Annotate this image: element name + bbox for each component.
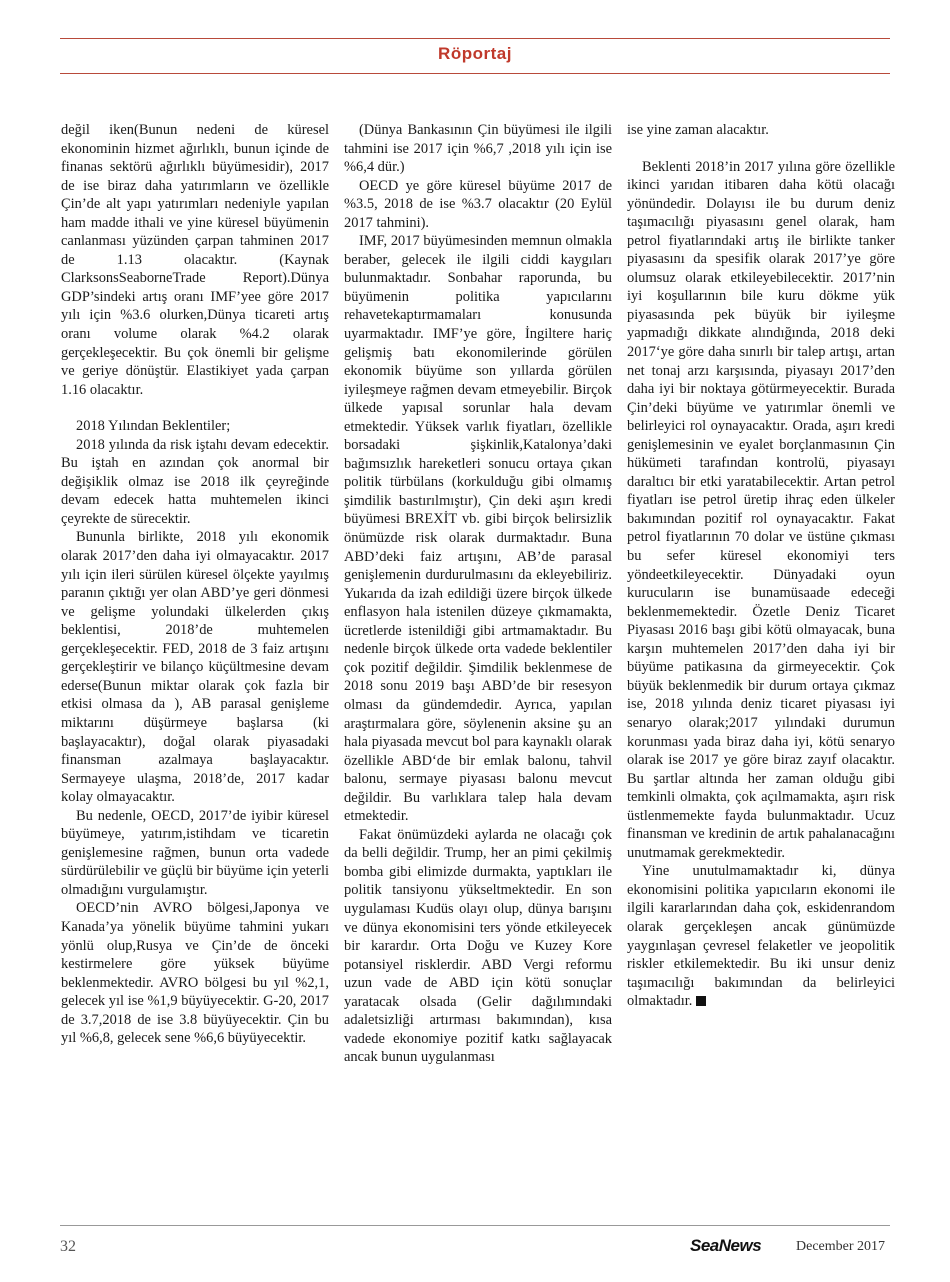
section-title: Röportaj: [438, 44, 512, 63]
paragraph: IMF, 2017 büyümesinden memnun olmakla beraber, gelecek ile ilgili ciddi kaygıları bulunmaktadır. Sonbahar raporunda, bu büyümenin politika yapıcılarını rehavetekaptırmamaları konusunda uyarmaktadır. IMF’ye göre, İngiltere hariç gelişmiş batı ekonomilerinde görülen ekonomik büyüme son yıllarda görülen iyileşmeye rağmen devam etmeyebilir. Birçok ülkede yapısal sorunlar hala devam etmektedir. Yüksek varlık fiyatları, özellikle borsadaki şişkinlik,Katalonya’daki bağımsızlık hareketleri sonucu ortaya çıkan politik türbülans (korkulduğu gibi olmamış şimdilik bastırılmıştır), Çin deki aşırı kredi büyümesi BREXİT vb. gibi birçok belirsizlik önümüzde risk olarak durmaktadır. Buna ABD’deki faiz artışını, AB’de parasal genişlemenin durdurulmasını da ekleyebiliriz. Yukarıda da izah edildiği üzere birçok ülkede enflasyon hala istenilen düzeye çıkmamakta, ücretlerde istenildiği gibi artmamaktadır. Bu nedenle birçok ülkede orta vadede beklentiler çok pozitif değildir. Şimdilik beklenmese de 2018 sonu 2019 başı ABD’de bir resesyon olması da gündemdedir. Ayrıca, yapılan araştırmalara göre, söylenenin aksine şu an hala piyasada mevcut bol para kaynaklı olarak özellikle ABD‘de bir emlak balonu, tahvil balonu, sermaye piyasası balonu mevcut değildir. Bu varlıklara talep hala devam etmektedir.: [344, 233, 612, 825]
article-column-3: [627, 121, 895, 1206]
paragraph: Fakat önümüzdeki aylarda ne olacağı çok da belli değildir. Trump, her an pimi çekilmiş bomba gibi elimizde durmakta, yaptıkları ile politik tansiyonu yükseltmektedir. En son uygulaması Kudüs olayı olup, dünya barışını ve dünya ekonomisini ters yönde etkileyecek bir karardır. Orta Doğu ve Kuzey Kore potansiyel risklerdir. ABD Vergi reformu uzun vade de ABD için kötü sonuçlar yaratacak olsada (Gelir dağılımındaki adaletsizliği artırması bakımından), kısa vadede ekonomiye pozitif katkı sağlayacak ancak bunun uygulanması: [344, 826, 612, 1066]
paragraph: [627, 862, 895, 1010]
paragraph: Bununla birlikte, 2018 yılı ekonomik olarak 2017’den daha iyi olmayacaktır. 2017 yılı için ileri sürülen küresel ölçekte yayılmış paranın çıktığı yer olan ABD’ye geri dönmesi ve gelişme yolundaki ülkelerden çıkış beklentisi, 2018’de muhtemelen gerçekleşecektir. FED, 2018 de 3 faiz artışını gerçekleştirir ve bilanço küçültmesine devam ederse(Bunun miktar olarak çok fazla bir etkisi olmasa da ), AB parasal genişleme miktarını düşürmeye başlarsa (ki başlayacaktır), doğal olarak piyasadaki finansman azalmaya başlayacaktır. Sermayeye ulaşma, 2018’de, 2017 kadar kolay olmayacaktır.: [61, 529, 329, 806]
paragraph: Beklenti 2018’in 2017 yılına göre özellikle ikinci yarıdan itibaren daha kötü olacağı yönündedir. Dolayısı ile bu durum deniz taşımacılığı piyasasını genel olarak, ham petrol fiyatlarındaki artış ile birlikte tanker piyasasını da spesifik olarak 2017’ye göre olumsuz olarak etkileyebilecektir. 2017’nin iyi koşullarının bile kuru dökme yük piyasasında pek büyük bir iyileşme yapmadığı dikkate alındığında, 2018 deki 2017‘ye göre daha sınırlı bir talep artışı, artan net tonaj arzı karşısında, piyasayı 2017’den daha iyi bir noktaya götürmeyecektir. Burada Çin’deki büyüme ve yatırımlar önemli ve belirleyici rol oynayacaktır. Orada, aşırı kredi genişlemesinin ve eyalet borçlanmasının Çin hükümeti tarafından kontrolü, piyasayı daraltıcı bir etki yaratabilecektir. Artan petrol fiyatları ise petrol üretip ihraç eden ülkeler bakımından pozitif rol oynayacaktır. Fakat petrol fiyatlarının 70 dolar ve üstüne çıkması bu sefer küresel ekonomiyi ters yöndeetkileyecektir. Dünyadaki oyun kurucuların ise bunamüsaade edeceği beklenmemektedir. Özetle Deniz Ticaret Piyasası 2016 başı gibi kötü olmayacak, buna karşın muhtemelen 2017’den daha iyi bir büyüme patikasına da girmeyecektir. Çok büyük beklenmedik bir durum ortaya çıkmaz ise, 2018 yılında deniz ticaret piyasası iyi senaryo olarak;2017 yılındaki durumun korunması yada biraz daha iyi, kötü senaryo olarak ise 2017 ye göre biraz zayıf olacaktır. Bu şartlar altında her zaman olduğu gibi temkinli olmakta, çok açılmamakta, aşırı risk üstlenmemekte fayda bulunmaktadır. Ucuz finansman ve kredinin de artık pahalanacağını unutmamak gerekmektedir.: [627, 158, 895, 861]
page-number: 32: [60, 1238, 76, 1255]
paragraph: değil iken(Bunun nedeni de küresel ekonominin hizmet ağırlıklı, bunun içinde de finanas sektörü ağırlıklı büyümesidir), 2017 de ise biraz daha yatırımların ve özellikle Çin’de alt yapı yatırımları nedeniyle yapılan ham madde ithali ve yine küresel büyümenin canlanması yüzünden çarpan tahminen 2017 de 1.13 olacaktır. (Kaynak ClarksonsSeaborneTrade Report).Dünya GDP’sindeki artış oranı IMF’yee göre 2017 yılı için %3.6 olurken,Dünya ticareti artış oranı volume olarak %4.2 olarak gerçekleşecektir. Bu çok önemli bir gelişme ve geriye dönüştür. Elastikiyet yada çarpan 1.16 olacaktır.: [61, 122, 329, 398]
header-top-rule: [60, 38, 890, 39]
magazine-logo: SeaNews: [690, 1236, 762, 1255]
paragraph: (Dünya Bankasının Çin büyümesi ile ilgili tahmini ise 2017 için %6,7 ,2018 yılı için ise %6,4 dür.): [344, 122, 612, 176]
paragraph: Bu nedenle, OECD, 2017’de iyibir küresel büyümeye, yatırım,istihdam ve ticaretin genişlemesine rağmen, bunun orta vadede sürdürülebilir ve güçlü bir büyüme için yeterli olmadığını vurgulamıştır.: [61, 807, 329, 898]
header-bottom-rule: [60, 73, 890, 74]
paragraph: OECD ye göre küresel büyüme 2017 de %3.5, 2018 de ise %3.7 olacaktır (20 Eylül 2017 tahmini).: [344, 177, 612, 231]
article-column-1: [61, 121, 329, 1206]
paragraph-spacer: [627, 140, 895, 158]
subheading: 2018 Yılından Beklentiler;: [76, 418, 231, 435]
paragraph: OECD’nin AVRO bölgesi,Japonya ve Kanada’ya yönelik büyüme tahmini yukarı yönlü olup,Rusya ve Çin’de de önceki kestirmelere göre yüksek büyüme beklenmektedir. AVRO bölgesi bu yıl %2,1, gelecek yıl ise %1,9 büyüyecektir. G-20, 2017 de 3.7,2018 de ise 3.8 büyüyecektir. Çin bu yıl %6,8, gelecek sene %6,6 büyüyecektir.: [61, 900, 329, 1047]
paragraph: 2018 yılında da risk iştahı devam edecektir. Bu iştah en azından çok anormal bir değişiklik olmaz ise 2018 ilk çeyreğinde devam edecek hatta muhtemelen ikinci çeyrekte de sürecektir.: [61, 436, 329, 527]
end-of-article-mark: [696, 996, 706, 1006]
issue-date: December 2017: [796, 1239, 886, 1254]
paragraph-text: Yine unutulmamaktadır ki, dünya ekonomisini politika yapıcıların ekonomi ile ilgili kararlarından daha çok, eskidenrandom olarak gerçekleşen ancak günümüzde yaygınlaşan çevresel felaketler ve jeopolitik riskler etkilemektedir. Bu iki unsur deniz taşımacılığı bakımından da belirleyici olmaktadır.: [627, 863, 895, 1010]
article-column-2: [344, 121, 612, 1206]
paragraph: ise yine zaman alacaktır.: [627, 122, 769, 138]
paragraph-spacer: [61, 399, 329, 417]
footer-rule: [60, 1225, 890, 1226]
